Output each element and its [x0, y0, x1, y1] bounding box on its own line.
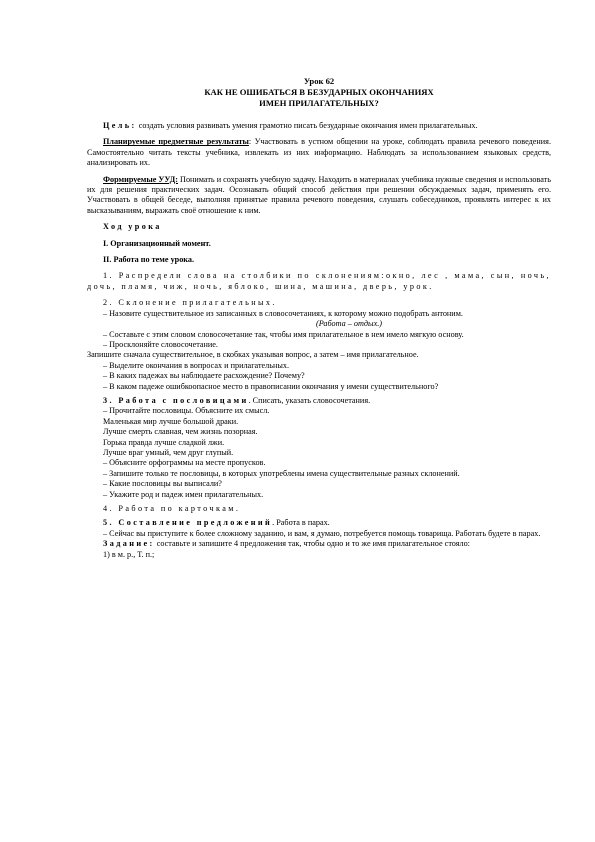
planned-results-paragraph [87, 137, 551, 168]
goal-label: Цель: [103, 121, 137, 130]
lesson-title-block [87, 76, 551, 109]
goal-text: создать условия развивать умения грамотно писать безударные окончания имен прилагательных. [136, 121, 478, 130]
task-5-item-1: 1) в м. р., Т. п.; [103, 549, 155, 559]
task-3-question-4: – Какие пословицы вы выписали? [103, 479, 222, 489]
task-2-question-5: – Выделите окончания в вопросах и прилагательных. [103, 360, 290, 370]
task-5-assignment [87, 539, 551, 549]
task-5-assignment-text: составьте и запишите 4 предложения так, чтобы одно и то же имя прилагательное стояло: [154, 539, 470, 549]
course-heading: Ход урока [103, 222, 162, 232]
task-3-question-3: – Запишите только те пословицы, в которых употреблены имена существительные разных склонений. [103, 468, 460, 478]
task-2-question-4: Запишите сначала существительное, в скобках указывая вопрос, а затем – имя прилагательное. [87, 350, 419, 360]
uud-paragraph [87, 175, 551, 217]
planned-results-label: Планируемые предметные результаты [103, 137, 249, 147]
planned-results-text: : Участвовать в устном общении на уроке, соблюдать правила речевого поведения. Самостоятельно читать тексты учебника, извлекать из них информацию. Наблюдать за использованием языковых средств, анализировать их. [87, 137, 551, 168]
task-2-question-1: – Назовите существительное из записанных в словосочетаниях, к которому можно подобрать антоним. [103, 308, 463, 318]
task-2-question-7: – В каком падеже ошибкоопасное место в правописании окончания у имени существительного? [103, 381, 439, 391]
proverb-1: Маленькая мир лучше большой драки. [103, 416, 239, 426]
task-3-heading-rest: . Списать, указать словосочетания. [248, 395, 371, 405]
task-3-question-2: – Объясните орфограммы на месте пропусков. [103, 458, 266, 468]
goal-paragraph [87, 121, 551, 131]
proverb-2: Лучше смерть славная, чем жизнь позорная. [103, 427, 258, 437]
stage-2-heading: II. Работа по теме урока. [103, 255, 195, 265]
lesson-title-line2: ИМЕН ПРИЛАГАТЕЛЬНЫХ? [259, 98, 379, 108]
proverb-3: Горька правда лучше сладкой лжи. [103, 437, 225, 447]
document-content [87, 76, 551, 560]
task-5-assignment-label: Задание: [103, 539, 155, 549]
task-2-question-6: – В каких падежах вы наблюдаете расхождение? Почему? [103, 371, 305, 381]
task-3-heading [87, 396, 551, 406]
task-2-note: (Работа – отдых.) [315, 319, 382, 329]
task-1-text: 1. Распредели слова на столбики по склонениям:окно, лес , мама, сын, ночь, дочь, пламя, чиж, ночь, яблоко, шина, машина, дверь, урок. [87, 271, 551, 291]
task-3-heading-main: 3. Работа с пословицами [103, 395, 249, 405]
proverb-4: Лучше враг умный, чем друг глупый. [103, 447, 234, 457]
task-3-question-5: – Укажите род и падеж имен прилагательных. [103, 489, 264, 499]
task-2-question-2: – Составьте с этим словом словосочетание так, чтобы имя прилагательное в нем имело мягкую основу. [103, 329, 464, 339]
task-5-heading [87, 518, 551, 528]
task-2-heading: 2. Склонение прилагательных. [103, 298, 277, 308]
task-5-question-1: – Сейчас вы приступите к более сложному заданию, и вам, я думаю, потребуется помощь товарища. Работать будете в парах. [103, 528, 541, 538]
lesson-number: Урок 62 [303, 76, 335, 86]
task-5-heading-main: 5. Составление предложений [103, 518, 273, 528]
task-4-heading: 4. Работа по карточкам. [103, 504, 241, 513]
task-2-question-3: – Просклоняйте словосочетание. [103, 339, 218, 349]
uud-text: Понимать и сохранять учебную задачу. Находить в материалах учебника нужные сведения и использовать их для решения практических задач. Осознавать общий способ действия при решении обсуждаемых задач, применять его. Участвовать в общей беседе, выполняя принятые правила речевого поведения, слушать собеседников, проявлять интерес к их высказываниям, выражать своё отношение к ним. [87, 174, 551, 215]
uud-label: Формируемые УУД: [103, 174, 178, 184]
task-5-heading-rest: . Работа в парах. [272, 518, 330, 528]
stage-1-heading: I. Организационный момент. [103, 238, 211, 248]
task-3-question-1: – Прочитайте пословицы. Объясните их смысл. [103, 406, 270, 416]
lesson-title-line1: КАК НЕ ОШИБАТЬСЯ В БЕЗУДАРНЫХ ОКОНЧАНИЯХ [204, 87, 434, 97]
